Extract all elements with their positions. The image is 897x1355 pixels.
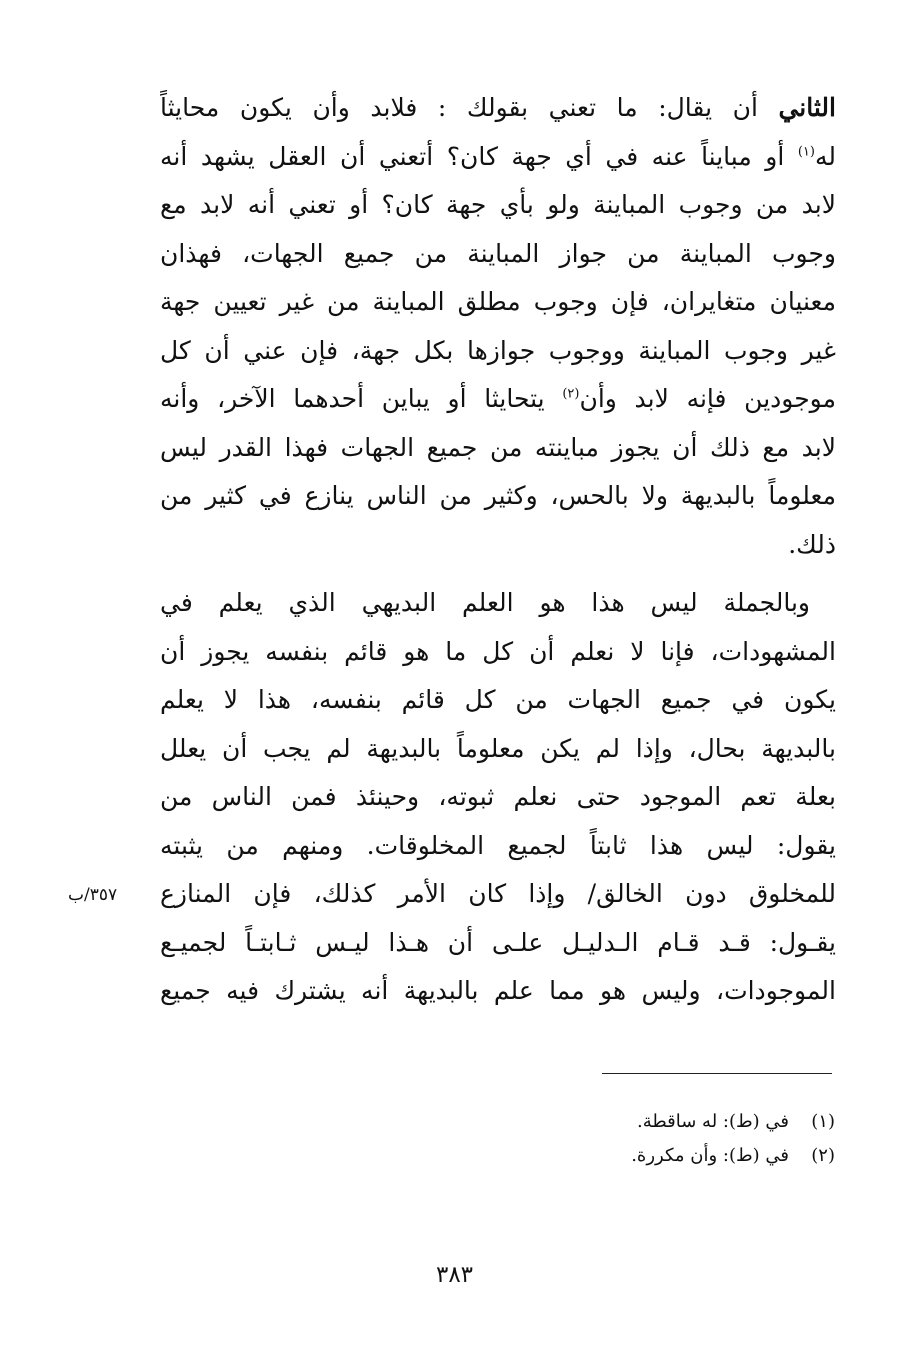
main-text	[160, 84, 836, 1016]
text-line: يقول: ليس هذا ثابتاً لجميع المخلوقات. ومنهم من يثبته	[160, 830, 836, 860]
footnote	[455, 1139, 835, 1173]
text-line: الثاني أن يقال: ما تعني بقولك : فلابد وأن يكون محايثاً	[160, 93, 836, 122]
page-number: ٣٨٣	[435, 1262, 474, 1288]
footnote-ref: (٢)	[562, 386, 580, 402]
footnote	[455, 1105, 835, 1139]
text-line: المشهودات، فإنا لا نعلم أن كل ما هو قائم بنفسه يجوز أن	[160, 636, 836, 666]
text-line: ذلك.	[788, 529, 836, 559]
footnote-number: (١)	[811, 1111, 835, 1132]
margin-note: ٣٥٧/ب	[68, 885, 118, 905]
text-line: يقـول: قـد قـام الـدليـل علـى أن هـذا ليـس ثـابتـاً لجميـع	[160, 927, 836, 957]
text-line: معنيان متغايران، فإن وجوب مطلق المباينة من غير تعيين جهة	[160, 287, 836, 316]
text-line: بالبديهة بحال، وإذا لم يكن معلوماً بالبديهة لم يجب أن يعلل	[160, 733, 836, 763]
text-line: وبالجملة ليس هذا هو العلم البديهي الذي يعلم في	[160, 588, 810, 617]
footnote-number: (٢)	[811, 1145, 835, 1166]
footnote-text: في (ط): وأن مكررة.	[631, 1145, 789, 1166]
text-line: الموجودات، وليس هو مما علم بالبديهة أنه يشترك فيه جميع	[160, 976, 836, 1005]
footnote-text: في (ط): له ساقطة.	[637, 1111, 789, 1132]
text-line: لابد من وجوب المباينة ولو بأي جهة كان؟ أو تعني أنه لابد مع	[160, 190, 836, 219]
footnote-ref: (١)	[797, 144, 815, 160]
text-line: لابد مع ذلك أن يجوز مباينته من جميع الجهات فهذا القدر ليس	[160, 432, 836, 462]
text-line: للمخلوق دون الخالق/ وإذا كان الأمر كذلك، فإن المنازع	[160, 879, 836, 908]
lead-word: الثاني	[778, 93, 836, 122]
text-line: له$^{(١)}$ أو مبايناً عنه في أي جهة كان؟ أتعني أن العقل يشهد أنه	[160, 141, 836, 171]
text-line: موجودين فإنه لابد وأن$^{(٢)}$ يتحايثا أو يباين أحدهما الآخر، وأنه	[160, 384, 836, 413]
text-line: يكون في جميع الجهات من كل قائم بنفسه، هذا لا يعلم	[160, 685, 836, 714]
footnote-divider	[602, 1073, 832, 1074]
text-line: بعلة تعم الموجود حتى نعلم ثبوته، وحينئذ فمن الناس من	[160, 782, 836, 811]
text-line: غير وجوب المباينة ووجوب جوازها بكل جهة، فإن عني أن كل	[160, 335, 836, 365]
text-line: معلوماً بالبديهة ولا بالحس، وكثير من الناس ينازع في كثير من	[160, 481, 836, 510]
text-line: وجوب المباينة من جواز المباينة من جميع الجهات، فهذان	[160, 238, 836, 268]
footnotes	[455, 1105, 835, 1173]
